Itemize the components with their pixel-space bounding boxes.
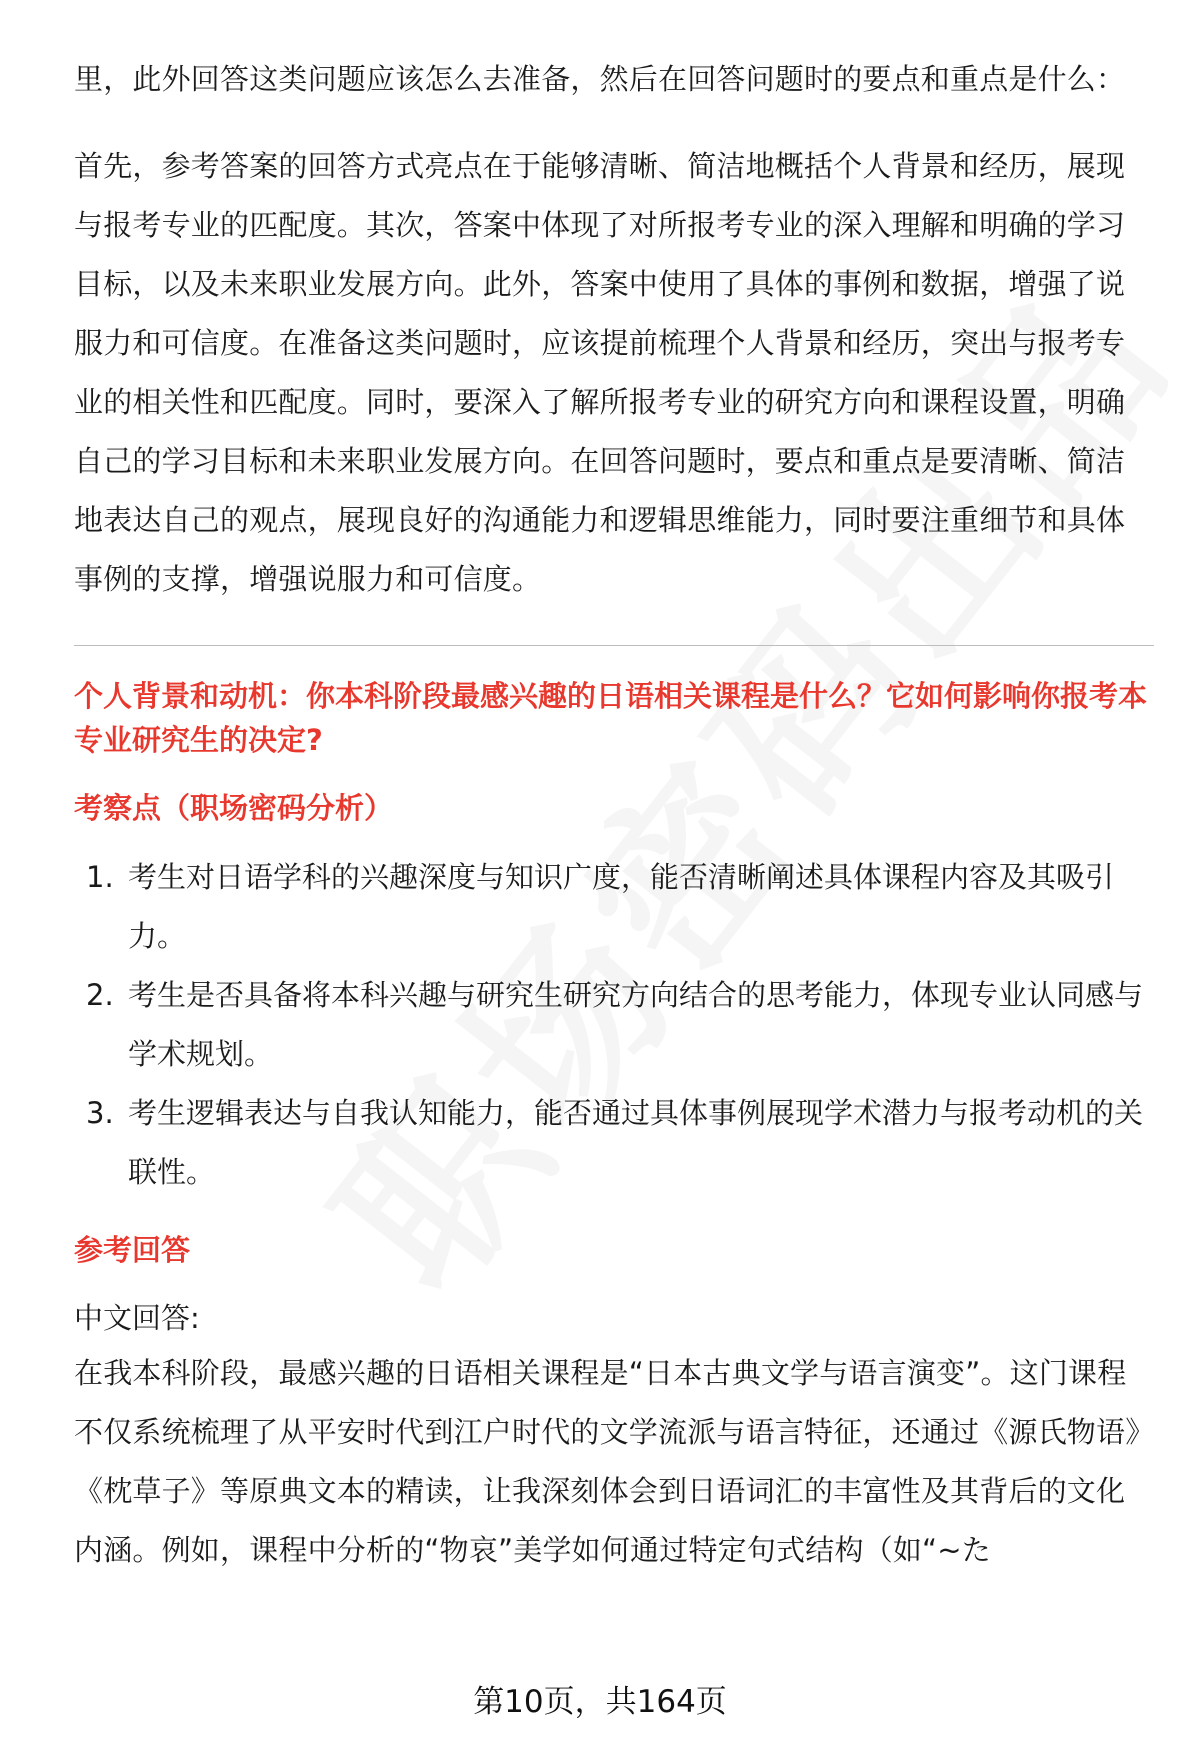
list-item-text: 考生对日语学科的兴趣深度与知识广度，能否清晰阐述具体课程内容及其吸引力。: [128, 860, 1115, 953]
page-footer: 第10页，共164页: [473, 1684, 727, 1720]
intro-line: 里，此外回答这类问题应该怎么去准备，然后在回答问题时的要点和重点是什么：: [74, 62, 1126, 96]
list-item-number: 2.: [86, 978, 114, 1012]
list-item-text: 考生是否具备将本科兴趣与研究生研究方向结合的思考能力，体现专业认同感与学术规划。: [128, 978, 1144, 1071]
answer-paragraph: 在我本科阶段，最感兴趣的日语相关课程是“日本古典文学与语言演变”。这门课程不仅系统梳理了从平安时代到江户时代的文学流派与语言特征，还通过《源氏物语》《枕草子》等原典文本的精读，让我深刻体会到日语词汇的丰富性及其背后的文化内涵。例如，课程中分析的“物哀”美学如何通过特定句式结构（如“~た: [74, 1356, 1140, 1567]
answer-heading: 参考回答: [74, 1233, 191, 1267]
answer-subheading: 中文回答:: [74, 1301, 200, 1335]
focus-list: [74, 848, 1154, 1202]
focus-heading: 考察点（职场密码分析）: [74, 791, 394, 825]
list-item-text: 考生逻辑表达与自我认知能力，能否通过具体事例展现学术潜力与报考动机的关联性。: [128, 1096, 1144, 1189]
page-content: [74, 50, 1154, 1580]
list-item: [74, 966, 1154, 1084]
list-item-number: 3.: [86, 1096, 114, 1130]
list-item: [74, 1084, 1154, 1202]
question-title: 个人背景和动机：你本科阶段最感兴趣的日语相关课程是什么？它如何影响你报考本专业研究生的决定?: [74, 679, 1148, 757]
list-item: [74, 848, 1154, 966]
list-item-number: 1.: [86, 860, 114, 894]
analysis-paragraph: 首先，参考答案的回答方式亮点在于能够清晰、简洁地概括个人背景和经历，展现与报考专业的匹配度。其次，答案中体现了对所报考专业的深入理解和明确的学习目标，以及未来职业发展方向。此外，答案中使用了具体的事例和数据，增强了说服力和可信度。在准备这类问题时，应该提前梳理个人背景和经历，突出与报考专业的相关性和匹配度。同时，要深入了解所报考专业的研究方向和课程设置，明确自己的学习目标和未来职业发展方向。在回答问题时，要点和重点是要清晰、简洁地表达自己的观点，展现良好的沟通能力和逻辑思维能力，同时要注重细节和具体事例的支撑，增强说服力和可信度。: [74, 149, 1126, 596]
section-divider: [74, 645, 1154, 646]
